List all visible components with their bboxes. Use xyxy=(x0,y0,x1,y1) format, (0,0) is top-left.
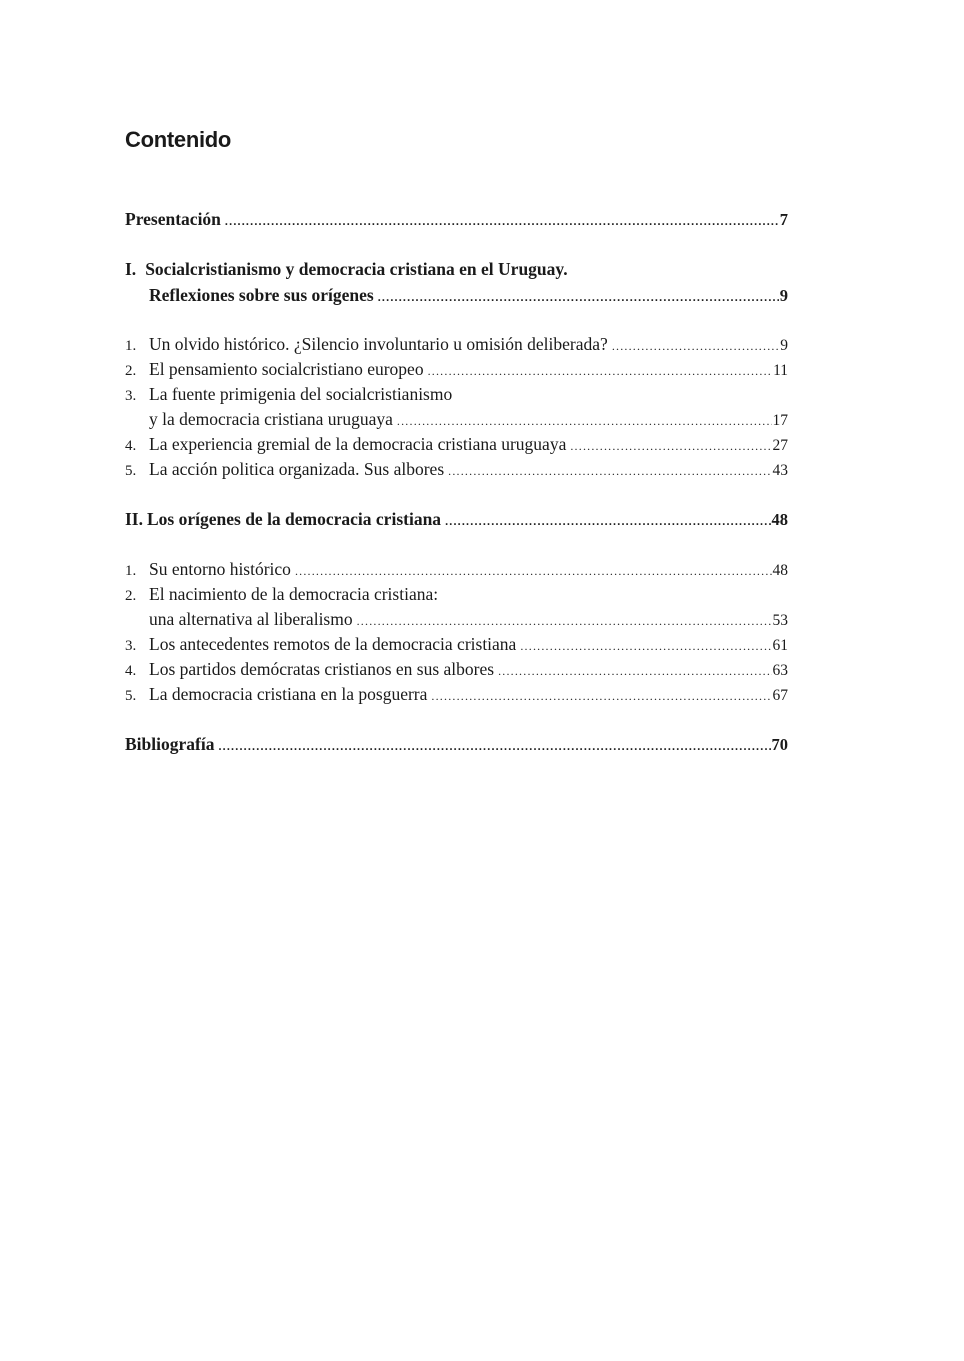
toc-item-number: 4. xyxy=(125,663,137,679)
toc-page-number: 43 xyxy=(772,462,788,479)
dot-leader xyxy=(218,734,770,758)
toc-entry-1-3-line1[interactable] xyxy=(125,382,788,406)
toc-page-number: 48 xyxy=(771,510,788,529)
toc-entry-title: Un olvido histórico. ¿Silencio involuntario u omisión deliberada? xyxy=(149,334,608,354)
toc-entry-1-2[interactable] xyxy=(125,357,788,381)
toc-entry-1-5[interactable] xyxy=(125,457,788,481)
toc-page-number: 48 xyxy=(772,562,788,579)
toc-entry-title: Los orígenes de la democracia cristiana xyxy=(147,509,442,529)
toc-page-number: 53 xyxy=(772,612,788,629)
toc-item-number: 1. xyxy=(125,338,137,354)
toc-entry-2-2-line1[interactable] xyxy=(125,582,788,606)
toc-item-number: 1. xyxy=(125,563,137,579)
toc-entry-title: Los antecedentes remotos de la democracia cristiana xyxy=(149,634,517,654)
part-numeral: II. xyxy=(125,509,143,529)
toc-item-number: 3. xyxy=(125,388,137,404)
toc-entry-title: Reflexiones sobre sus orígenes xyxy=(149,285,374,305)
toc-entry-presentacion[interactable] xyxy=(125,207,788,231)
toc-entry-title: Los partidos demócratas cristianos en sus albores xyxy=(149,659,495,679)
dot-leader xyxy=(612,334,779,358)
dot-leader xyxy=(448,459,771,483)
dot-leader xyxy=(520,634,771,658)
toc-entry-title: Bibliografía xyxy=(125,734,215,754)
dot-leader xyxy=(498,659,771,683)
toc-entry-title: Su entorno histórico xyxy=(149,559,291,579)
toc-entry-title: El nacimiento de la democracia cristiana: xyxy=(149,584,439,604)
toc-entry-2-3[interactable] xyxy=(125,632,788,656)
toc-part-1-title-line2[interactable] xyxy=(125,283,788,307)
toc-entry-title: Presentación xyxy=(125,209,221,229)
toc-entry-1-4[interactable] xyxy=(125,432,788,456)
toc-entry-title: La experiencia gremial de la democracia cristiana uruguaya xyxy=(149,434,567,454)
toc-page-number: 27 xyxy=(772,437,788,454)
toc-entry-title: una alternativa al liberalismo xyxy=(149,609,353,629)
toc-entry-title: El pensamiento socialcristiano europeo xyxy=(149,359,424,379)
part-numeral: I. xyxy=(125,259,137,279)
toc-item-number: 5. xyxy=(125,688,137,704)
toc-part-2-title[interactable] xyxy=(125,507,788,531)
toc-part-1-title-line1[interactable] xyxy=(125,257,788,281)
dot-leader xyxy=(428,359,772,383)
toc-entry-1-1[interactable] xyxy=(125,332,788,356)
dot-leader xyxy=(431,684,771,708)
dot-leader xyxy=(295,559,772,583)
toc-entry-title: Socialcristianismo y democracia cristiana en el Uruguay. xyxy=(145,259,568,279)
toc-entry-bibliografia[interactable] xyxy=(125,732,788,756)
dot-leader xyxy=(570,434,771,458)
toc-page-number: 67 xyxy=(772,687,788,704)
toc-entry-title: y la democracia cristiana uruguaya xyxy=(149,409,393,429)
toc-entry-1-3-line2[interactable] xyxy=(125,407,788,431)
toc-page-number: 9 xyxy=(779,286,788,305)
toc-page-number: 17 xyxy=(772,412,788,429)
dot-leader xyxy=(225,209,779,233)
toc-item-number: 2. xyxy=(125,588,137,604)
toc-item-number: 4. xyxy=(125,438,137,454)
toc-item-number: 3. xyxy=(125,638,137,654)
toc-entry-2-1[interactable] xyxy=(125,557,788,581)
dot-leader xyxy=(445,509,770,533)
toc-entry-title: La acción politica organizada. Sus albores xyxy=(149,459,445,479)
toc-entry-title: La fuente primigenia del socialcristianismo xyxy=(149,384,453,404)
toc-page-number: 63 xyxy=(772,662,788,679)
dot-leader xyxy=(397,409,772,433)
toc-item-number: 5. xyxy=(125,463,137,479)
dot-leader xyxy=(378,285,779,309)
dot-leader xyxy=(357,609,772,633)
toc-entry-title: La democracia cristiana en la posguerra xyxy=(149,684,428,704)
page-title: Contenido xyxy=(125,127,232,152)
toc-page-number: 7 xyxy=(779,210,788,229)
toc-item-number: 2. xyxy=(125,363,137,379)
toc-page-number: 70 xyxy=(771,735,788,754)
toc-entry-2-2-line2[interactable] xyxy=(125,607,788,631)
toc-page-number: 61 xyxy=(772,637,788,654)
toc-entry-2-5[interactable] xyxy=(125,682,788,706)
toc-entry-2-4[interactable] xyxy=(125,657,788,681)
toc-page-number: 11 xyxy=(773,362,788,379)
toc-page-number: 9 xyxy=(780,337,788,354)
